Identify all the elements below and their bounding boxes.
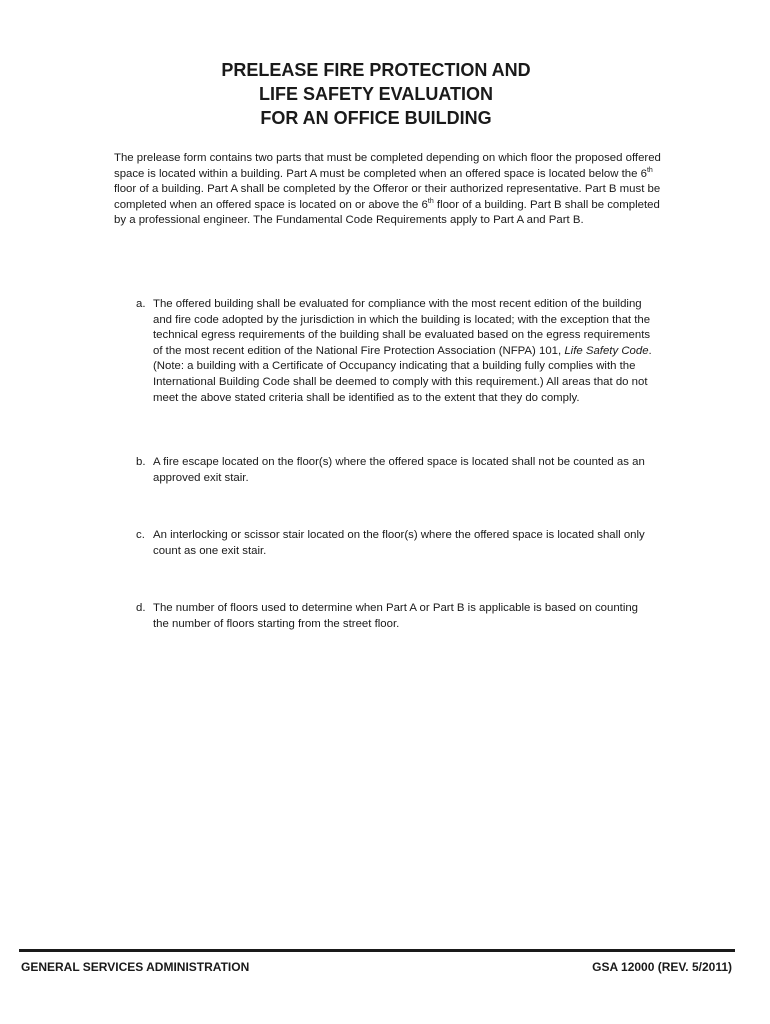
requirement-item-b xyxy=(136,455,656,486)
footer-agency: GENERAL SERVICES ADMINISTRATION xyxy=(21,960,250,974)
item-a-code-title: Life Safety Code xyxy=(564,344,649,357)
footer-form-number: GSA 12000 (REV. 5/2011) xyxy=(592,960,732,974)
item-text: An interlocking or scissor stair located on the floor(s) where the offered space is located shall only count as one exit stair. xyxy=(153,529,645,557)
requirement-item-d xyxy=(136,601,656,632)
item-marker: a. xyxy=(136,298,146,310)
footer-divider xyxy=(19,949,735,952)
item-marker: d. xyxy=(136,602,146,614)
title-line-3: FOR AN OFFICE BUILDING xyxy=(260,108,492,128)
title-line-1: PRELEASE FIRE PROTECTION AND xyxy=(221,60,531,80)
item-a-text-after: . (Note: a building with a Certificate of Occupancy indicating that a building fully complies with the International Building Code shall be deemed to comply with this requirement.) All areas that do not meet the above stated criteria shall be identified as to the extent that they do comply. xyxy=(153,344,652,404)
intro-text-1: The prelease form contains two parts that must be completed depending on which floor the proposed offered space is located within a building. Part A must be completed when an offered space is located below the 6 xyxy=(114,152,661,180)
item-marker: b. xyxy=(136,456,146,468)
item-text: The number of floors used to determine when Part A or Part B is applicable is based on counting the number of floors starting from the street floor. xyxy=(153,602,639,630)
intro-text-2: floor of a building. Part A shall be completed by the Offeror or their authorized representative. Part B must be completed when an offered space is located on or above the 6 xyxy=(114,183,661,211)
item-text xyxy=(153,297,656,406)
requirement-item-c xyxy=(136,528,656,559)
item-a-text-before: The offered building shall be evaluated for compliance with the most recent edition of the building and fire code adopted by the jurisdiction in which the building is located; with the exception that the technical egress requirements of the building shall be evaluated based on the egress requirements of the most recent edition of the National Fire Protection Association (NFPA) 101, xyxy=(153,298,651,357)
title-line-2: LIFE SAFETY EVALUATION xyxy=(258,84,493,104)
ordinal-suffix-1: th xyxy=(646,166,653,174)
document-title xyxy=(0,58,752,130)
intro-text-3: floor of a building. Part B shall be completed by a professional engineer. The Fundamental Code Requirements apply to Part A and Part B. xyxy=(114,198,660,227)
requirement-item-a xyxy=(136,297,656,406)
intro-paragraph xyxy=(114,151,662,229)
item-marker: c. xyxy=(136,529,145,541)
item-text: A fire escape located on the floor(s) where the offered space is located shall not be counted as an approved exit stair. xyxy=(153,456,645,484)
ordinal-suffix-2: th xyxy=(427,197,434,205)
